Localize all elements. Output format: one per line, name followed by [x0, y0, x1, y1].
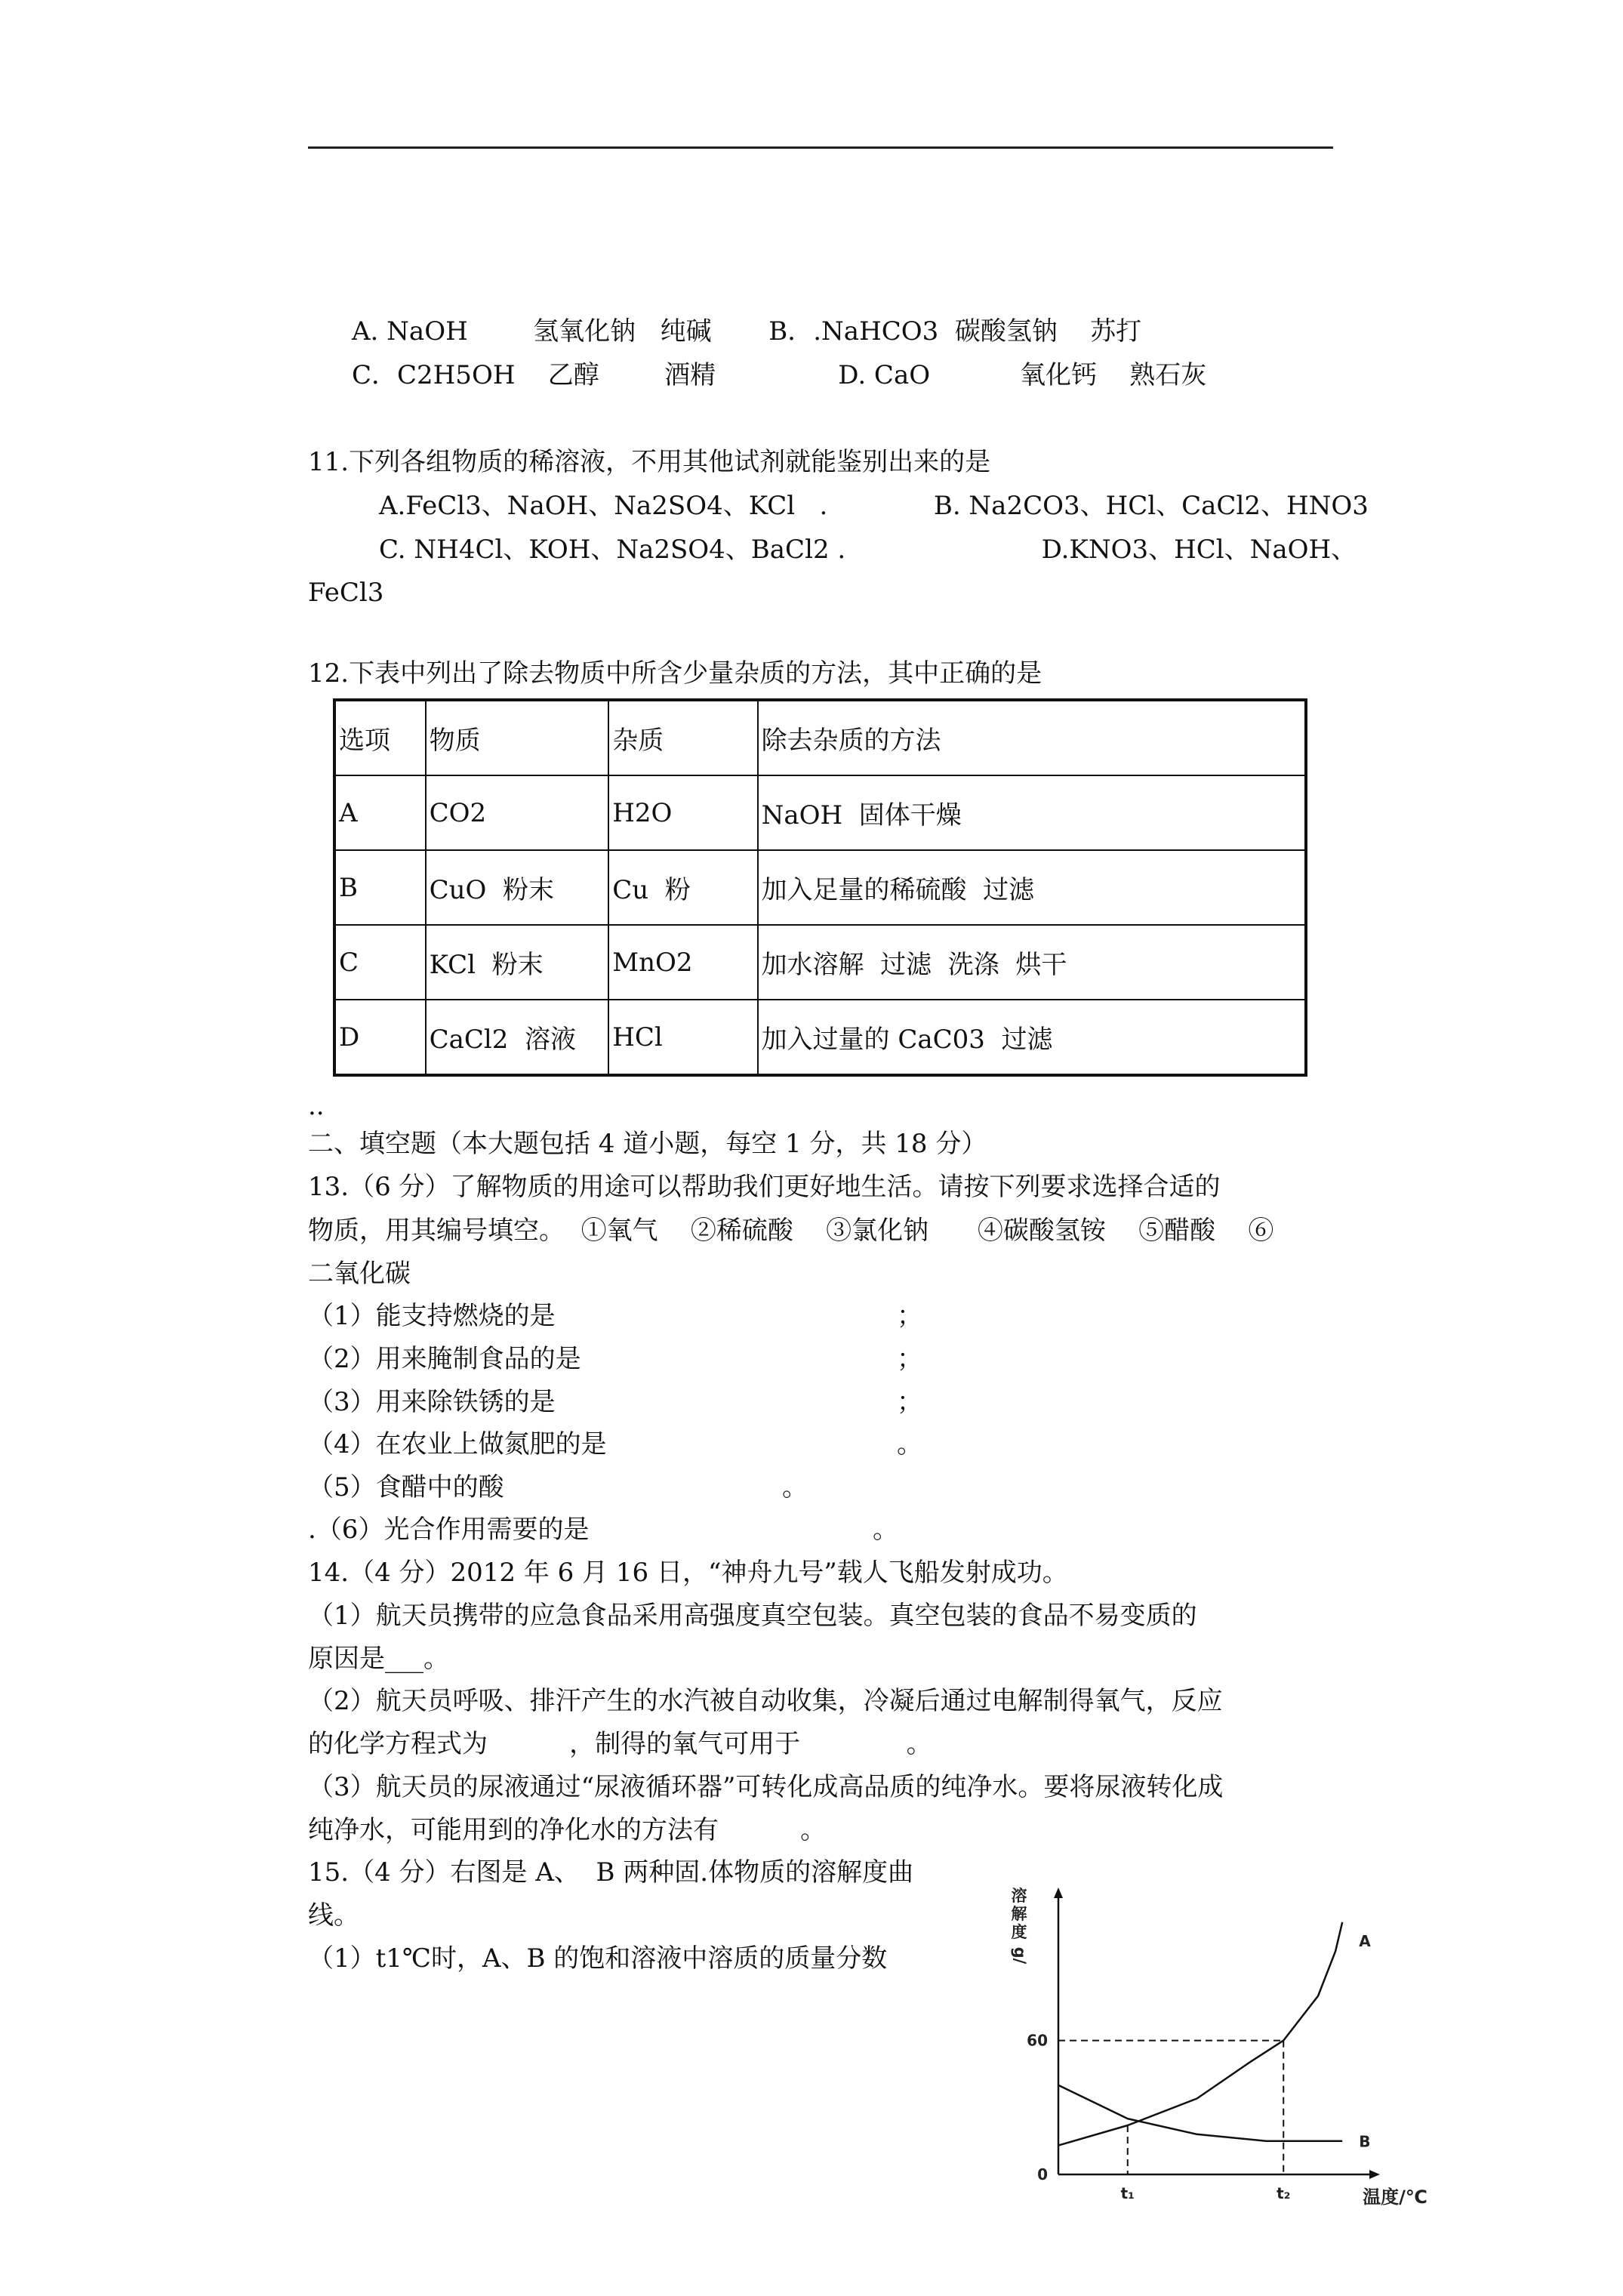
q14-part2-line1: （2）航天员呼吸、排汗产生的水汽被自动收集，冷凝后通过电解制得氧气，反应 [308, 1686, 1223, 1716]
q14-part3-line2: 纯净水，可能用到的净化水的方法有 。 [308, 1815, 827, 1845]
table-row [334, 1000, 1306, 1075]
y-axis-title-char: 解 [1011, 1905, 1027, 1923]
y-axis-title-unit: g/ [1011, 1946, 1029, 1965]
table-cell: NaOH 固体干燥 [758, 775, 1306, 850]
q14-stem: 14.（4 分）2012 年 6 月 16 日，“神舟九号”载人飞船发射成功。 [308, 1558, 1068, 1588]
y-tick-label: 60 [1027, 2031, 1048, 2050]
chart-labels [1011, 1887, 1427, 2208]
q11-options-line3: FeCl3 [308, 578, 384, 608]
q15-stem-line1: 15.（4 分）右图是 A、 B 两种固.体物质的溶解度曲 [308, 1857, 914, 1888]
x-axis-title: 温度/℃ [1363, 2187, 1427, 2208]
q13-item-1: （1）能支持燃烧的是 [308, 1301, 556, 1331]
x-axis-arrow [1369, 2170, 1380, 2179]
q11-options-line2: C. NH4Cl、KOH、Na2SO4、BaCl2 . D.KNO3、HCl、NaOH、 [379, 535, 1357, 565]
table-header-row [334, 700, 1306, 775]
table-cell: 加入过量的 CaC03 过滤 [758, 1000, 1306, 1075]
table-cell: B [334, 850, 426, 925]
table-cell: 加水溶解 过滤 洗涤 烘干 [758, 925, 1306, 1000]
q14-part1-line1: （1）航天员携带的应急食品采用高强度真空包装。真空包装的食品不易变质的 [308, 1601, 1197, 1631]
series-line-a [1058, 1922, 1342, 2146]
table-cell: Cu 粉 [608, 850, 757, 925]
y-axis-title-char: 度 [1011, 1923, 1027, 1941]
section-heading: 二、填空题（本大题包括 4 道小题，每空 1 分，共 18 分） [308, 1129, 987, 1159]
impurity-table [333, 698, 1307, 1077]
q13-stem-line2: 物质，用其编号填空。 ①氧气 ②稀硫酸 ③氯化钠 ④碳酸氢铵 ⑤醋酸 ⑥ [308, 1216, 1274, 1246]
q13-item-6: .（6）光合作用需要的是 [308, 1515, 590, 1545]
table-cell: C [334, 925, 426, 1000]
q13-item-2: （2）用来腌制食品的是 [308, 1344, 581, 1374]
table-row [334, 850, 1306, 925]
solubility-curve-chart [998, 1881, 1427, 2208]
q11-stem: 11.下列各组物质的稀溶液，不用其他试剂就能鉴别出来的是 [308, 447, 991, 477]
q13-item-2-end: ； [897, 1344, 922, 1374]
table-row [334, 925, 1306, 1000]
q13-item-4-end: 。 [897, 1429, 922, 1459]
table-cell: CO2 [426, 775, 609, 850]
table-cell: CaCl2 溶液 [426, 1000, 609, 1075]
q14-part3-line1: （3）航天员的尿液通过“尿液循环器”可转化成高品质的纯净水。要将尿液转化成 [308, 1772, 1224, 1802]
table-cell: A [334, 775, 426, 850]
q13-item-1-end: ； [897, 1301, 922, 1331]
table-header-cell: 物质 [426, 700, 609, 775]
q13-item-3: （3）用来除铁锈的是 [308, 1387, 556, 1417]
q13-item-5-end: 。 [782, 1472, 808, 1502]
q13-item-5: （5）食醋中的酸 [308, 1472, 504, 1502]
table-cell: KCl 粉末 [426, 925, 609, 1000]
q13-item-3-end: ； [897, 1387, 922, 1417]
chart-guide-lines [1058, 2041, 1283, 2174]
q13-stem-line1: 13.（6 分）了解物质的用途可以帮助我们更好地生活。请按下列要求选择合适的 [308, 1172, 1221, 1202]
q13-item-4: （4）在农业上做氮肥的是 [308, 1429, 607, 1459]
table-cell: 加入足量的稀硫酸 过滤 [758, 850, 1306, 925]
table-cell: D [334, 1000, 426, 1075]
table-header-cell: 选项 [334, 700, 426, 775]
header-rule [308, 146, 1333, 149]
series-label: B [1359, 2132, 1371, 2151]
y-axis-arrow [1054, 1888, 1063, 1898]
q15-part1: （1）t1℃时，A、B 的饱和溶液中溶质的质量分数 [308, 1943, 888, 1974]
q13-item-6-end: 。 [873, 1515, 898, 1545]
q11-options-line1: A.FeCl3、NaOH、Na2SO4、KCl . B. Na2CO3、HCl、CaCl2、HNO3 [379, 491, 1369, 521]
table-cell: H2O [608, 775, 757, 850]
q12-stem: 12.下表中列出了除去物质中所含少量杂质的方法，其中正确的是 [308, 658, 1042, 689]
series-label: A [1359, 1931, 1371, 1950]
q14-part2-line2: 的化学方程式为 ，制得的氧气可用于 。 [308, 1729, 932, 1759]
q10-options-line2: C．C2H5OH 乙醇 酒精 D. CaO 氧化钙 熟石灰 [352, 360, 1207, 390]
x-tick-label: t₁ [1120, 2184, 1135, 2202]
table-cell: CuO 粉末 [426, 850, 609, 925]
chart-series [1058, 1922, 1342, 2146]
q15-stem-line2: 线。 [308, 1900, 359, 1931]
q13-stem-line3: 二氧化碳 [308, 1259, 411, 1289]
table-header-cell: 除去杂质的方法 [758, 700, 1306, 775]
q14-part1-line2: 原因是___。 [308, 1644, 449, 1674]
q10-options-line1: A. NaOH 氢氧化钠 纯碱 B．.NaHCO3 碳酸氢钠 苏打 [352, 316, 1142, 347]
table-cell: MnO2 [608, 925, 757, 1000]
y-axis-title-char: 溶 [1011, 1887, 1027, 1905]
table-cell: HCl [608, 1000, 757, 1075]
table-row [334, 775, 1306, 850]
chart-axes [1054, 1888, 1380, 2179]
x-tick-label: t₂ [1277, 2184, 1291, 2202]
table-trailing-dots: .. [308, 1091, 325, 1121]
table-header-cell: 杂质 [608, 700, 757, 775]
y-tick-label: 0 [1037, 2165, 1048, 2184]
